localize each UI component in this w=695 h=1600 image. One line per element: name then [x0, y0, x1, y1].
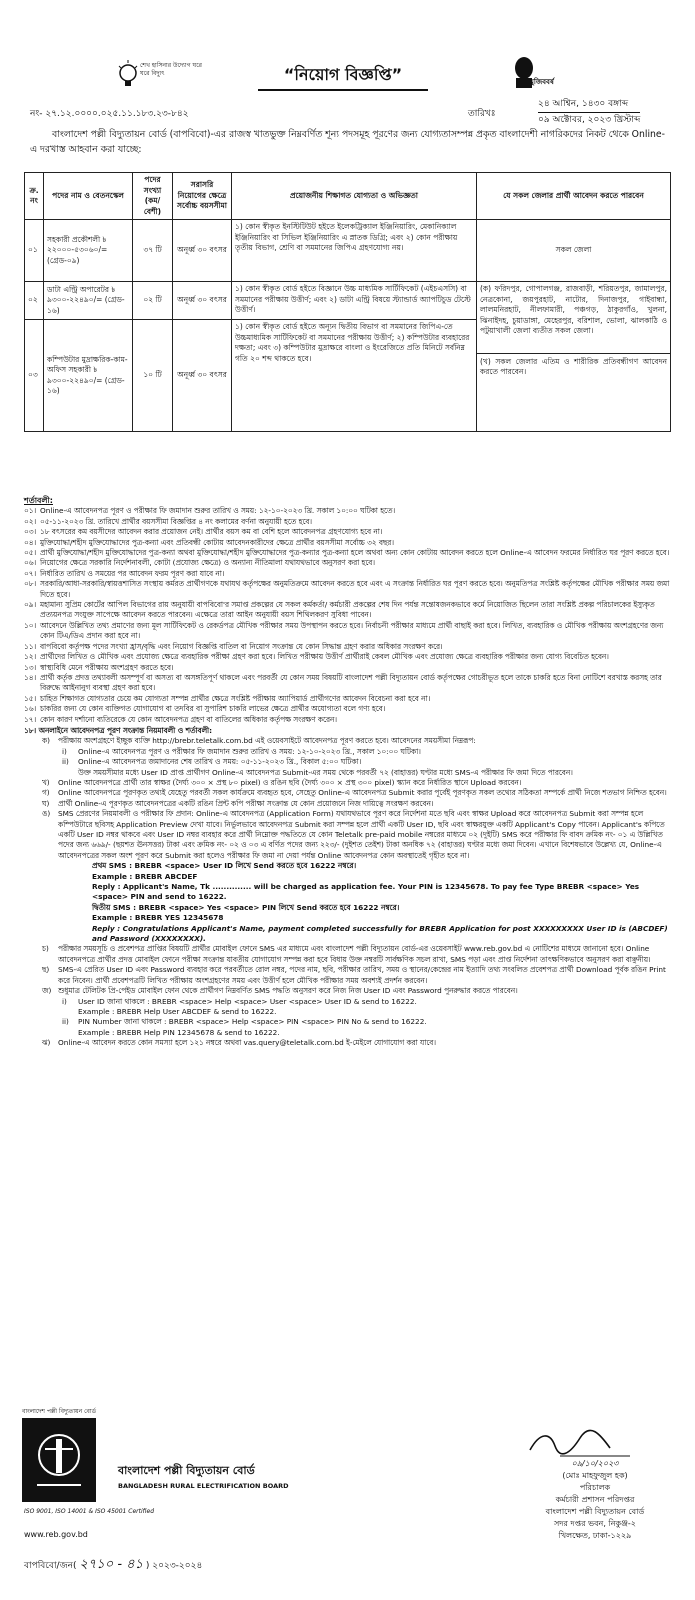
cell-qualification: ১) কোন স্বীকৃত ইনস্টিটিউট হইতে ইলেকট্রিক্যাল ইঞ্জিনিয়ারিং, মেকানিক্যাল ইঞ্জিনিয়ারিং বা সিভিল ইঞ্জিনিয়ারিং এ স্নাতক ডিগ্রি; এবং ২) কোন পরীক্ষায় তৃতীয় বিভাগ, শ্রেণি বা সমমানের জিপিএ গ্রহণযোগ্য নয়।	[232, 220, 477, 282]
term-number: ০১।	[24, 506, 37, 516]
ref-handwritten: ২৭১০ - ৪১	[79, 1557, 144, 1572]
term-text: নিয়োগের ক্ষেত্রে সরকারি নির্দেশনাবলী, কোটা (প্রযোজ্য ক্ষেত্রে) ও অন্যান্য নীতিমালা যথাযথভাবে অনুসরণ করা হবে।	[40, 558, 375, 568]
term-item	[24, 663, 672, 673]
terms-heading: শর্তাবলী:	[24, 496, 53, 505]
term-number: ১৬।	[24, 704, 37, 714]
term-item	[24, 558, 672, 568]
term-number: ০৩।	[24, 527, 37, 537]
term-item	[24, 694, 672, 704]
iso-certification: ISO 9001, ISO 14001 & ISO 45001 Certified	[24, 1508, 155, 1515]
term-number: ১৭।	[24, 714, 37, 724]
online-rules	[42, 736, 672, 1048]
term-text: প্রার্থীদের লিখিত ও মৌখিক এবং প্রযোজ্য ক্ষেত্রে ব্যবহারিক পরীক্ষা গ্রহণ করা হবে। লিখিত পরীক্ষায় উত্তীর্ণ প্রার্থীরাই কেবল মৌখিক এবং প্রযোজ্য ক্ষেত্রে ব্যবহারিক পরীক্ষার জন্য যোগ্য বিবেচিত হবেন।	[40, 652, 609, 662]
table-row	[25, 282, 671, 320]
rule-uo: ঙ) SMS প্রেরণের নিয়মাবলী ও পরীক্ষার ফি প্রদান: Online-এ আবেদনপত্র (Application Form) যথাযথভাবে পূরণ করে নির্দেশনা মতে ছবি এবং স্বাক্ষর Upload করে আবেদনপত্র Submit করা সম্পন্ন হলে কম্পিউটারে ছবিসহ Application Preview দেখা যাবে। নির্ভুলভাবে আবেদনপত্র Submit করা সম্পন্ন হলে প্রার্থী একটি User ID, ছবি এবং স্বাক্ষরযুক্ত একটি Applicant's Copy পাবেন। Applicant's কপিতে একটি User ID নম্বর থাকবে এবং User ID নম্বর ব্যবহার করে প্রার্থী নিম্নোক্ত পদ্ধতিতে যে কোন Teletalk pre-paid mobile নম্বরের মাধ্যমে ০২ (দুইটি) SMS করে পরীক্ষার ফি বাবদ ক্রমিক নং- ০১ এ উল্লিখিত পদের জন্য ৬৬৯/- (ছয়শত ঊনসত্তর) টাকা এবং ক্রমিক নং- ০২ ও ০৩ এ বর্ণিত পদের জন্য ২২৩/- (দুইশত তেইশ) টাকা অনধিক ৭২ (বাহাত্তর) ঘণ্টার মধ্যে জমা দিবেন। এখানে বিশেষভাবে উল্লেখ্য যে, Online-এ আবেদনপত্রের সকল অংশ পূরণ করে Submit করা হলেও পরীক্ষার ফি জমা না দেয়া পর্যন্ত Online আবেদনপত্র কোন অবস্থাতেই গৃহীত হবে না।	[42, 809, 665, 860]
logo-right-text: মুজিববর্ষ	[530, 78, 554, 86]
term-number: ১৩।	[24, 662, 37, 672]
sms-first: প্রথম SMS : BREBR <space> User ID লিখে Send করতে হবে 16222 নম্বরে।	[92, 861, 357, 871]
cell-count: ৩৭ টি	[133, 220, 173, 282]
sms-second-example: Example : BREBR YES 12345678	[92, 913, 224, 923]
rule-ka-i: i) Online-এ আবেদনপত্র পূরণ ও পরীক্ষার ফি জমাদান শুরুর তারিখ ও সময়: ১২-১০-২০২৩ খ্রি., সকাল ১০:০০ ঘটিকা।	[62, 746, 421, 756]
term-item	[24, 600, 672, 621]
term-item	[24, 527, 672, 537]
term-text: স্বাস্থ্যবিধি মেনে পরীক্ষায় অংশগ্রহণ করতে হবে।	[40, 662, 174, 672]
term-number: ০২।	[24, 516, 37, 526]
sms-second-reply: Reply : Congratulations Applicant's Name, payment completed successfully for BREBR Application for post XXXXXXXXX User ID is (ABCDEF) and Password (XXXXXXXX).	[92, 923, 668, 944]
terms-list	[24, 506, 672, 725]
cell-districts: সকল জেলা	[477, 220, 671, 282]
signer-title: পরিচালক	[579, 1483, 611, 1492]
cell-post: ডাটা এন্ট্রি অপারেটর ৳ ৯৩০০-২২৪৯০/= (গ্রেড- ১৬)	[44, 282, 133, 320]
logo-caption: বাংলাদেশ পল্লী বিদ্যুতায়ন বোর্ড	[22, 1408, 96, 1415]
rule-ja-subs	[62, 997, 672, 1039]
cell-serial: ০২	[25, 282, 44, 320]
signer-name: (মোঃ মাহফুজুল হক)	[562, 1471, 628, 1480]
term-text: আবেদনে উল্লিখিত তথ্য প্রমাণের জন্য মূল সার্টিফিকেট ও রেকর্ডপত্র মৌখিক পরীক্ষার সময় উপস্থাপন করতে হবে। নির্বাচনী পরীক্ষার মাধ্যমে প্রার্থী বাছাই করা হবে। লিখিত, ব্যবহারিক ও মৌখিক পরীক্ষায় অংশগ্রহণের জন্য কোন টিএ/ডিএ প্রদান করা হবে না।	[40, 620, 664, 641]
term-text: চাকরির জন্য যে কোন ব্যক্তিগত যোগাযোগ বা তদবির বা সুপারিশ চাকরি লাভের ক্ষেত্রে প্রার্থীর অযোগ্যতা বলে গণ্য হবে।	[40, 704, 386, 714]
term-item	[24, 538, 672, 548]
term-number: ১২।	[24, 652, 37, 662]
table-header-row	[25, 173, 671, 220]
term-item	[24, 579, 672, 600]
term-text: Online-এ আবেদনপত্র পূরণ ও পরীক্ষার ফি জমাদান শুরুর তারিখ ও সময়: ১২-১০-২০২৩ খ্রি. সকাল ১০:০০ ঘটিকা হতে।	[40, 506, 396, 516]
date-bangla: ২৪ আশ্বিন, ১৪৩০ বঙ্গাব্দ	[538, 97, 640, 113]
term-text: ১৮ বৎসরের কম বয়সীদের আবেদন করার প্রয়োজন নেই। প্রার্থীর বয়স কম বা বেশি হলে আবেদনপত্র গ্রহণযোগ্য হবে না।	[40, 527, 383, 537]
cell-age: অনূর্ধ্ব ৩০ বৎসর	[173, 320, 232, 432]
cell-age: অনূর্ধ্ব ৩০ বৎসর	[173, 220, 232, 282]
col-header-serial: ক্র. নং	[25, 173, 44, 220]
cell-post: সহকারী প্রকৌশলী ৳ ২২০০০-৫৩০৬০/= (গ্রেড-০৯)	[44, 220, 133, 282]
signer-address-2: খিলক্ষেত, ঢাকা-১২২৯	[558, 1531, 632, 1540]
district-group-kha: (খ) সকল জেলার এতিম ও শারীরিক প্রতিবন্ধীগণ আবেদন করতে পারবেন।	[477, 353, 670, 378]
rule-gha: ঘ) প্রার্থী Online-এ পূরণকৃত আবেদনপত্রের একটি রঙিন প্রিন্ট কপি পরীক্ষা সংক্রান্ত যে কোন প্রয়োজনে নিজ দায়িত্বে সংরক্ষণ করবেন।	[42, 798, 434, 808]
term-number: ১৫।	[24, 693, 37, 703]
rule-ka-subs	[62, 747, 672, 778]
term-text: চাহিত শিক্ষাগত যোগ্যতার চেয়ে কম যোগ্যতা সম্পন্ন প্রার্থীর ক্ষেত্রে সংশ্লিষ্ট পরীক্ষায় অ্যাপিয়ার্ড প্রার্থীগণের আবেদন বিবেচনা করা হবে না।	[40, 693, 431, 703]
term-number: ০৪।	[24, 537, 37, 547]
term-text: মুক্তিযোদ্ধা/শহীদ মুক্তিযোদ্ধাদের পুত্র-কন্যা এবং প্রতিবন্ধী কোটায় আবেদনকারীদের ক্ষেত্রে প্রার্থীর বয়সসীমা সর্বোচ্চ ৩২ বছর।	[40, 537, 394, 547]
online-heading: ১৮। অনলাইনে আবেদনপত্র পূরণ সংক্রান্ত নিয়মাবলী ও শর্তাবলী:	[24, 725, 213, 735]
term-number: ০৭।	[24, 568, 37, 578]
org-name-english: BANGLADESH RURAL ELECTRIFICATION BOARD	[118, 1482, 289, 1490]
term-number: ১১।	[24, 641, 37, 651]
reb-logo	[22, 1418, 96, 1502]
date-label: তারিখঃ	[468, 109, 496, 119]
term-number: ০৫।	[24, 548, 37, 558]
term-item	[24, 673, 672, 694]
term-item	[24, 652, 672, 662]
website-link[interactable]: www.reb.gov.bd	[24, 1530, 88, 1539]
term-text: সরকারি/আধা-সরকারি/স্বায়ত্তশাসিত সংস্থায় কর্মরত প্রার্থীগণকে যথাযথ কর্তৃপক্ষের অনুমতিক্রমে আবেদন করতে হবে এবং এ সংক্রান্ত নির্ধারিত ঘর পূরণ করতে হবে। অনুমতিপত্র সংশ্লিষ্ট কর্তৃপক্ষের মৌখিক পরীক্ষার সময় জমা দিতে হবে।	[40, 579, 670, 599]
mujib-borsho-logo	[506, 54, 562, 94]
term-text: নির্ধারিত তারিখ ও সময়ের পর আবেদন ফরম পূরণ করা যাবে না।	[40, 568, 225, 578]
vacancy-table	[24, 172, 671, 432]
signatory-block	[520, 1458, 670, 1542]
term-item	[24, 704, 672, 714]
term-number: ১৪।	[24, 672, 37, 682]
col-header-qualification: প্রয়োজনীয় শিক্ষাগত যোগ্যতা ও অভিজ্ঞতা	[232, 173, 477, 220]
term-item	[24, 548, 672, 558]
signature	[500, 1428, 660, 1460]
rule-ja-i-example: Example : BREBR Help User ABCDEF & send to 16222.	[78, 1006, 277, 1016]
terms-section	[24, 496, 672, 1049]
rule-ga: গ) Online আবেদনপত্রে পূরণকৃত তথ্যই যেহেতু পরবর্তী সকল কার্যক্রমে ব্যবহৃত হবে, সেহেতু Online-এ আবেদনপত্র Submit করার পূর্বেই পূরণকৃত সকল তথ্যের সঠিকতা সম্পর্কে প্রার্থী নিজে শতভাগ নিশ্চিত হবেন।	[42, 788, 667, 798]
term-text: বাপবিবো কর্তৃপক্ষ পদের সংখ্যা হ্রাস/বৃদ্ধি এবং নিয়োগ বিজ্ঞপ্তি বাতিল বা নিয়োগ সংক্রান্ত যে কোন সিদ্ধান্ত গ্রহণ করার অধিকার সংরক্ষণ করে।	[40, 641, 443, 651]
cell-post: কম্পিউটার মুদ্রাক্ষরিক-কাম-অফিস সহকারী ৳ ৯৩০০-২২৪৯০/= (গ্রেড- ১৬)	[44, 320, 133, 432]
memo-number: নং- ২৭.১২.০০০০.০২৫.১১.১৮৩.২৩-৮৪২	[30, 109, 189, 119]
rule-jha: ঝ) Online-এ আবেদন করতে কোন সমস্যা হলে ১২১ নম্বরে অথবা vas.query@teletalk.com.bd ই-মেইলে যোগাযোগ করা যাবে।	[42, 1038, 436, 1048]
sms-instructions	[92, 861, 672, 944]
term-text: ০৫-১১-২০২৩ খ্রি. তারিখে প্রার্থীর বয়সসীমা বিজ্ঞপ্তির ৪ নং কলামের বর্ণনা অনুযায়ী হতে হবে।	[40, 516, 313, 526]
rule-ja: জ) শুধুমাত্র টেলিটক প্রি-পেইড মোবাইল ফোন থেকে প্রার্থীগণ নিম্নবর্ণিত SMS পদ্ধতি অনুসরণ করে নিজ নিজ User ID এবং Password পুনরুদ্ধার করতে পারবেন।	[42, 986, 518, 996]
page-title: “নিয়োগ বিজ্ঞপ্তি”	[258, 62, 428, 91]
district-group-ka: (ক) ফরিদপুর, গোপালগঞ্জ, রাজবাড়ী, শরিয়তপুর, জামালপুর, নেত্রকোনা, জয়পুরহাট, নাটোর, দিনাজপুর, গাইবান্ধা, লালমনিরহাট, নীলফামারী, পঞ্চগড়, ঠাকুরগাঁও, খুলনা, ঝিনাইদহ, চুয়াডাঙ্গা, মেহেরপুর, বরিশাল, ভোলা, ঝালকাঠি ও পটুয়াখালী জেলা ব্যতীত সকল জেলা।	[480, 284, 667, 335]
cell-count: ০২ টি	[133, 282, 173, 320]
cell-qualification: ১) কোন স্বীকৃত বোর্ড হইতে অন্যূন দ্বিতীয় বিভাগ বা সমমানের জিপিএ-তে উচ্চমাধ্যমিক সার্টিফিকেট বা সমমানের পরীক্ষায় উত্তীর্ণ; ২) কম্পিউটার ব্যবহারের দক্ষতা; এবং ৩) কম্পিউটার মুদ্রাক্ষরে বাংলা ও ইংরেজিতে প্রতি মিনিটে সর্বনিম্ন গতি ২০ শব্দ থাকতে হবে।	[232, 320, 477, 432]
term-item	[24, 642, 672, 652]
term-item	[24, 715, 672, 725]
term-number: ০৮।	[24, 579, 37, 589]
sms-first-reply: Reply : Applicant's Name, Tk .............. will be charged as application fee. Your PIN is 12345678. To pay fee Type BREBR <space> Yes <space> PIN and send to 16222.	[92, 882, 640, 902]
cell-age: অনূর্ধ্ব ৩০ বৎসর	[173, 282, 232, 320]
term-item	[24, 517, 672, 527]
rule-ja-i: i) User ID জানা থাকলে : BREBR <space> Help <space> User <space> User ID & send to 16222.	[62, 996, 417, 1006]
term-item	[24, 506, 672, 516]
date-block	[538, 97, 640, 128]
col-header-count: পদের সংখ্যা (কম/ বেশী)	[133, 173, 173, 220]
rule-cha: চ) পরীক্ষার সময়সূচি ও প্রবেশপত্র প্রাপ্তির বিষয়টি প্রার্থীর মোবাইল ফোনে SMS এর মাধ্যমে এবং বাংলাদেশ পল্লী বিদ্যুতায়ন বোর্ড-এর ওয়েবসাইট www.reb.gov.bd এ নোটিশের মাধ্যমে জানানো হবে। Online আবেদনপত্রে প্রার্থীর প্রদত্ত মোবাইল ফোনে পরীক্ষা সংক্রান্ত যাবতীয় যোগাযোগ সম্পন্ন করা হবে বিধায় উক্ত নম্বরটি সার্বক্ষণিক সচল রাখা, SMS পড়া এবং প্রাপ্ত নির্দেশনা তাৎক্ষণিকভাবে অনুসরণ করা বাঞ্ছনীয়।	[42, 944, 651, 964]
term-item	[24, 569, 672, 579]
cell-count: ১০ টি	[133, 320, 173, 432]
cell-districts	[477, 282, 671, 432]
cell-serial: ০১	[25, 220, 44, 282]
intro-paragraph: বাংলাদেশ পল্লী বিদ্যুতায়ন বোর্ড (বাপবিবো)-এর রাজস্ব খাতভুক্ত নিম্নবর্ণিত শূন্য পদসমূহ পূরণের জন্য যোগ্যতাসম্পন্ন প্রকৃত বাংলাদেশী নাগরিকদের নিকট থেকে Online-এ দরখাস্ত আহবান করা যাচ্ছে:	[30, 129, 665, 155]
term-text: কোন কারণ দর্শানো ব্যতিরেকে যে কোন আবেদনপত্র গ্রহণ বা বাতিলের অধিকার কর্তৃপক্ষ সংরক্ষণ করেন।	[40, 714, 337, 724]
sms-second: দ্বিতীয় SMS : BREBR <space> Yes <space> PIN লিখে Send করতে হবে 16222 নম্বরে।	[92, 902, 400, 912]
col-header-post: পদের নাম ও বেতনস্কেল	[44, 173, 133, 220]
col-header-age: সরাসরি নিয়োগের ক্ষেত্রে সর্বোচ্চ বয়সসীমা	[173, 173, 232, 220]
cell-serial: ০৩	[25, 320, 44, 432]
term-text: প্রার্থী মুক্তিযোদ্ধা/শহীদ মুক্তিযোদ্ধাদের পুত্র-কন্যা অথবা মুক্তিযোদ্ধা/শহীদ মুক্তিযোদ্ধাদের পুত্র-কন্যার পুত্র-কন্যা হলে অথবা অন্য কোন কোটায় আবেদন করতে হলে Online-এ আবেদন ফরমের নির্ধারিত ঘর পূরণ করতে হবে।	[40, 548, 670, 558]
rule-chha: ছ) SMS-এ প্রেরিত User ID এবং Password ব্যবহার করে পরবর্তীতে রোল নম্বর, পদের নাম, ছবি, পরীক্ষার তারিখ, সময় ও স্থানের/কেন্দ্রের নাম ইত্যাদি তথ্য সংবলিত প্রবেশপত্র প্রার্থী Download পূর্বক রঙিন Print করে নিবেন। প্রার্থী প্রবেশপত্রটি লিখিত পরীক্ষায় অংশগ্রহণের সময় এবং উত্তীর্ণ হলে মৌখিক পরীক্ষার সময় অবশ্যই প্রদর্শন করবেন।	[42, 965, 666, 985]
rule-ka-ii: ii) Online-এ আবেদনপত্র জমাদানের শেষ তারিখ ও সময়: ০৫-১১-২০২৩ খ্রি., বিকাল ৫:০০ ঘটিকা।	[62, 757, 362, 767]
signer-dept: কর্মচারী প্রশাসন পরিদপ্তর	[555, 1495, 635, 1504]
reference-number	[24, 1555, 202, 1576]
term-number: ০৯।	[24, 600, 37, 610]
term-text: প্রার্থী কর্তৃক প্রদত্ত তথ্যাবলী অসম্পূর্ণ বা অসত্য বা অসঙ্গতিপূর্ণ থাকলে এবং পরবর্তী যে কোন সময় বিষয়টি বাংলাদেশ পল্লী বিদ্যুতায়ন বোর্ড কর্তৃপক্ষের গোচরীভূত হলে তাকে চাকরি হতে বিনা নোটিশে বরখাস্ত করসহ তার বিরুদ্ধে আইনানুগ ব্যবস্থা গ্রহণ করা হবে।	[40, 672, 662, 693]
rule-kha: খ) Online আবেদনপত্রে প্রার্থী তার স্বাক্ষর (দৈর্ঘ্য ৩০০ × প্রস্থ ৮০ pixel) ও রঙিন ছবি (দৈর্ঘ্য ৩০০ × প্রস্থ ৩০০ pixel) স্ক্যান করে নির্ধারিত স্থানে Upload করবেন।	[42, 777, 522, 787]
col-header-districts: যে সকল জেলার প্রার্থী আবেদন করতে পারবেন	[477, 173, 671, 220]
ref-suffix: ) ২০২৩-২০২৪	[145, 1561, 203, 1571]
signer-address-1: সদর দপ্তর ভবন, নিকুঞ্জ-২	[553, 1519, 636, 1528]
rule-ka-note: উক্ত সময়সীমার মধ্যে User ID প্রাপ্ত প্রার্থীগণ Online-এ আবেদনপত্র Submit-এর সময় থেকে পরবর্তী ৭২ (বাহাত্তর) ঘণ্টার মধ্যে SMS-এ পরীক্ষার ফি জমা দিতে পারবেন।	[78, 767, 573, 777]
rule-ja-ii: ii) PIN Number জানা থাকলে : BREBR <space> Help <space> PIN <space> PIN No & send to 16222.	[62, 1017, 427, 1027]
table-row	[25, 220, 671, 282]
term-number: ০৬।	[24, 558, 37, 568]
ref-prefix: বাপবিবো/জন(	[24, 1561, 77, 1571]
rule-ja-ii-example: Example : BREBR Help PIN 12345678 & send to 16222.	[78, 1027, 280, 1037]
cell-qualification: ১) কোন স্বীকৃত বোর্ড হইতে বিজ্ঞানে উচ্চ মাধ্যমিক সার্টিফিকেট (এইচএসসি) বা সমমানের পরীক্ষায় উত্তীর্ণ; এবং ২) ডাটা এন্ট্রি বিষয়ে স্ট্যান্ডার্ড অ্যাপটিচুড টেস্টে উত্তীর্ণ।	[232, 282, 477, 320]
rule-ka: ক) পরীক্ষায় অংশগ্রহণে ইচ্ছুক ব্যক্তি http://brebr.teletalk.com.bd এই ওয়েবসাইটে আবেদনপত্র পূরণ করতে হবে। আবেদনের সময়সীমা নিম্নরূপ:	[42, 736, 476, 746]
term-text: মহামান্য সুপ্রিম কোর্টের আপিল বিভাগের রায় অনুযায়ী বাপবিবো'র সমাপ্ত প্রকল্পের যে সকল কর্মকর্তা/ কর্মচারী প্রকল্পের শেষ দিন পর্যন্ত সন্তোষজনকভাবে কর্মে নিয়োজিত ছিলেন তারা সংশ্লিষ্ট প্রকল্প পরিচালকের ইস্যুকৃত প্রত্যয়নপত্র সংযুক্ত সাপেক্ষে আবেদন করতে পারবেন। এক্ষেত্রে তারা আইন অনুযায়ী বয়স শিথিলকরণ সুবিধা পাবেন।	[40, 600, 655, 620]
signature-date: ০৯/১০/২০২৩	[571, 1459, 619, 1468]
logo-left-text: শেখ হাসিনার উদ্যোগ ঘরে ঘরে বিদ্যুৎ	[140, 62, 202, 77]
signer-org: বাংলাদেশ পল্লী বিদ্যুতায়ন বোর্ড	[545, 1507, 645, 1516]
term-item	[24, 621, 672, 642]
term-number: ১০।	[24, 620, 37, 630]
date-english: ০৯ অক্টোবর, ২০২৩ খ্রিস্টাব্দ	[538, 115, 641, 125]
org-name-bangla: বাংলাদেশ পল্লী বিদ্যুতায়ন বোর্ড	[118, 1464, 255, 1477]
sms-first-example: Example : BREBR ABCDEF	[92, 871, 198, 881]
